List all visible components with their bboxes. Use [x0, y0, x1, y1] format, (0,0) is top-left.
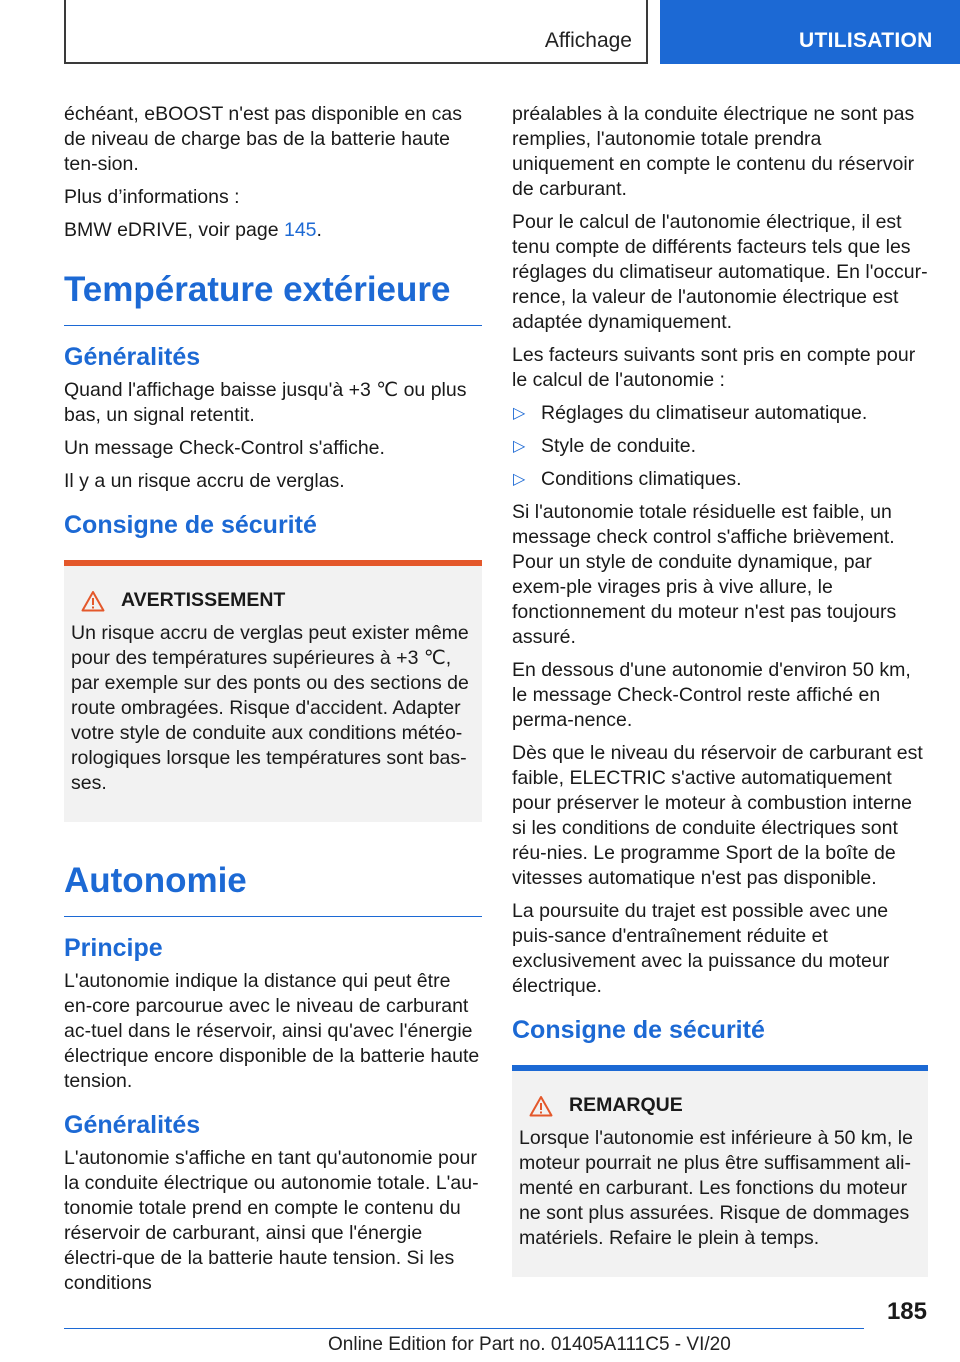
paragraph: L'autonomie indique la distance qui peut être en-core parcourue avec le niveau de carburant ac-tuel dans le réservoir, ainsi qu'avec l'énergie électrique encore disponible de la batterie haute tension. [64, 970, 480, 1092]
paragraph: échéant, eBOOST n'est pas disponible en cas de niveau de charge bas de la batterie haute ten-sion. [64, 103, 462, 175]
header-chapter-tab [64, 0, 648, 64]
reference-text: BMW eDRIVE, voir page [64, 219, 284, 241]
triangle-bullet-icon: ▷ [513, 471, 526, 488]
list-item [512, 401, 928, 426]
left-column [64, 102, 482, 1304]
list-item-text: Style de conduite. [541, 435, 697, 457]
list-item [512, 434, 928, 459]
warning-box [64, 560, 482, 822]
factor-list [512, 401, 928, 492]
heading-temperature: Température extérieure [64, 269, 482, 326]
triangle-bullet-icon: ▷ [513, 405, 526, 422]
notice-box [512, 1065, 928, 1277]
subheading-general: Généralités [64, 343, 201, 371]
subheading-general: Généralités [64, 1111, 201, 1139]
notice-text: Lorsque l'autonomie est inférieure à 50 km, le moteur pourrait ne plus être suffisamment ali-menté en carburant. Les fonctions du moteur ne sont plus assurées. Risque de dommages matériels. Refaire le plein à temps. [519, 1127, 913, 1249]
paragraph: Dès que le niveau du réservoir de carburant est faible, ELECTRIC s'active automatiquement pour préserver le moteur à combustion interne si les conditions de conduite électriques sont réu-nies. Le programme Sport de la boîte de vitesses automatique n'est pas disponible. [512, 742, 923, 889]
list-item-text: Conditions climatiques. [541, 468, 742, 490]
reference-end: . [316, 219, 322, 241]
warning-title-row [71, 588, 476, 613]
warning-triangle-icon [81, 590, 105, 612]
paragraph: Quand l'affichage baisse jusqu'à +3 ℃ ou plus bas, un signal retentit. [64, 379, 467, 426]
paragraph: Plus d’informations : [64, 186, 240, 208]
paragraph: Un message Check-Control s'affiche. [64, 437, 385, 459]
warning-text: Un risque accru de verglas peut exister même pour des températures supérieures à +3 ℃, par exemple sur des ponts ou des sections de route ombragées. Risque d'accident. Adapter votre style de conduite aux conditions météo-rologiques lorsque les températures sont bas-ses. [71, 622, 469, 794]
paragraph: La poursuite du trajet est possible avec une puis-sance d'entraînement réduite et exclusivement avec la puissance du moteur électrique. [512, 900, 890, 997]
footer-edition: Online Edition for Part no. 01405A111C5 - VI/20 [328, 1334, 731, 1355]
paragraph: En dessous d'une autonomie d'environ 50 km, le message Check-Control reste affiché en perma-nence. [512, 659, 911, 731]
warning-triangle-icon [529, 1095, 553, 1117]
paragraph: L'autonomie s'affiche en tant qu'autonomie pour la conduite électrique ou autonomie totale. L'au-tonomie totale prend en compte le contenu du réservoir de carburant, ainsi que l'énergie électri-que de la batterie haute tension. Si les conditions [64, 1147, 479, 1294]
heading-safety: Consigne de sécurité [512, 1016, 765, 1044]
list-item [512, 467, 928, 492]
paragraph: Pour le calcul de l'autonomie électrique, il est tenu compte de différents facteurs tels que les réglages du climatiseur automatique. En l'occur-rence, la valeur de l'autonomie électrique est adaptée dynamiquement. [512, 211, 928, 333]
header-section-tab [660, 0, 960, 64]
page-number: 185 [886, 1298, 927, 1325]
section-label: UTILISATION [799, 29, 933, 52]
heading-autonomy: Autonomie [64, 860, 482, 917]
notice-title-row [519, 1093, 922, 1118]
heading-safety: Consigne de sécurité [64, 511, 317, 539]
paragraph: préalables à la conduite électrique ne sont pas remplies, l'autonomie totale prendra uniquement en compte le contenu du réservoir de carburant. [512, 103, 915, 200]
paragraph: Les facteurs suivants sont pris en compte pour le calcul de l'autonomie : [512, 344, 916, 391]
triangle-bullet-icon: ▷ [513, 438, 526, 455]
warning-title: AVERTISSEMENT [121, 589, 286, 611]
paragraph-reference [64, 218, 482, 243]
page-link[interactable]: 145 [283, 219, 317, 241]
paragraph: Si l'autonomie totale résiduelle est faible, un message check control s'affiche brièvement. Pour un style de conduite dynamique, par exem-ple virages pris à vive allure, le fonctionnement du moteur n'est pas toujours assuré. [512, 501, 897, 648]
list-item-text: Réglages du climatiseur automatique. [541, 402, 868, 424]
chapter-label: Affichage [544, 29, 632, 52]
footer-divider [64, 1328, 864, 1329]
right-column [512, 102, 928, 1285]
subheading-principle: Principe [64, 934, 163, 962]
notice-title: REMARQUE [569, 1094, 683, 1116]
paragraph: Il y a un risque accru de verglas. [64, 470, 345, 492]
